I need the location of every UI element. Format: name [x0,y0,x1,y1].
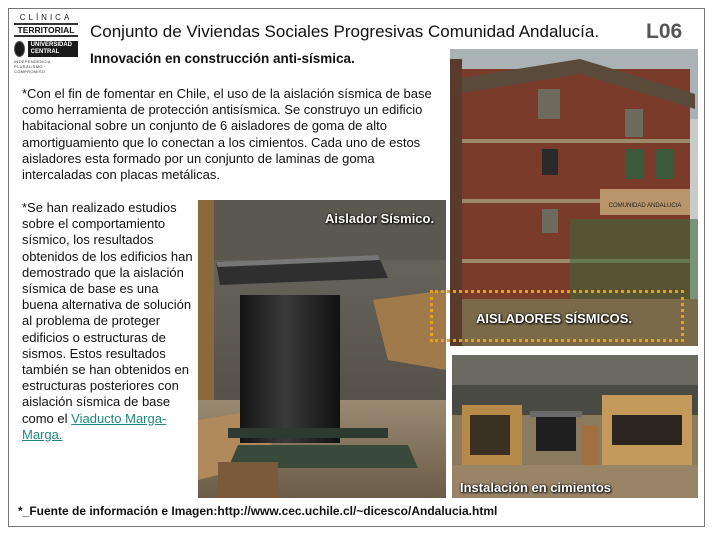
page-title: Conjunto de Viviendas Sociales Progresivas Comunidad Andalucía. [90,22,600,41]
building-sign: COMUNIDAD ANDALUCIA [608,203,682,209]
isolator-caption: Aislador Sísmico. [325,211,435,226]
intro-paragraph: *Con el fin de fomentar en Chile, el uso de la aislación sísmica de base como herramienta de protección antisísmica. Se construyo un edificio habitacional sobre un conjunto de 6 aisladores de goma de alto amortiguamiento que lo conectan a los cimientos. Cada uno de estos aisladores esta formado por un conjunto de laminas de goma intercaladas con placas metálicas. [22,86,432,183]
logo-main-text: TERRITORIAL [14,23,78,37]
studies-text: *Se han realizado estudios sobre el comportamiento sísmico, los resultados obtenidos de los edificios han demostrado que la aislación sísmica de base es una buena alternativa de solución al problema de proteger edificios o estructuras de sismos. Estos resultados también se han obtenidos en estructuras posteriores con aislación sísmica de base como el [22,200,193,426]
isolator-illustration [198,200,446,498]
installation-photo [452,355,698,498]
clinica-territorial-logo [14,14,78,76]
logo-top-text: CLÍNICA [19,13,73,22]
university-seal-icon [14,41,25,57]
isolator-photo [198,200,446,498]
logo-tagline: INDEPENDENCIA · PLURALISMO · COMPROMISO [14,59,54,74]
viaducto-link[interactable]: Viaducto Marga-Marga. [22,410,167,442]
installation-illustration [452,355,698,498]
page-subtitle: Innovación en construcción anti-sísmica. [90,51,355,66]
isolators-caption: AISLADORES SÍSMICOS. [476,311,633,326]
source-note: *_Fuente de información e Imagen:http://www.cec.uchile.cl/~dicesco/Andalucia.html [18,504,498,518]
slide-code: L06 [646,20,683,43]
installation-caption: Instalación en cimientos [460,480,611,495]
studies-paragraph [22,200,197,443]
university-name: UNIVERSIDAD CENTRAL [28,41,78,57]
university-logo [14,41,78,57]
